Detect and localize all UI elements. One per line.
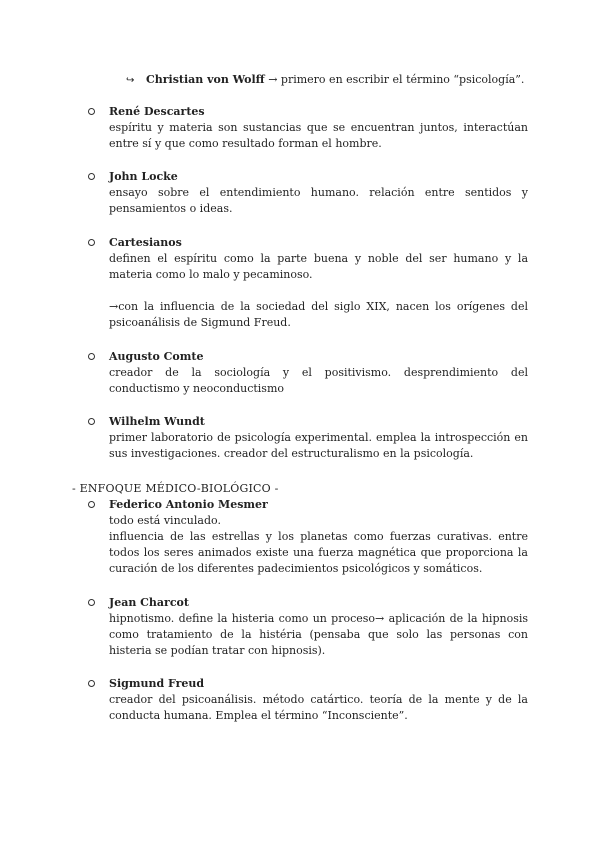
entry-name: Jean Charcot <box>109 596 189 609</box>
entry-text: hipnotismo. define la histeria como un proceso→ aplicación de la hipnosis como tratamiento de la histéria (pensaba que solo las personas con histeria se podían tratar con hipnosis). <box>109 612 528 657</box>
entry-name: René Descartes <box>109 105 205 118</box>
circle-bullet-icon <box>88 418 95 425</box>
entry-text: definen el espíritu como la parte buena y noble del ser humano y la materia como lo malo y pecaminoso. <box>109 252 528 281</box>
wolff-text: primero en escribir el término “psicología”. <box>277 73 525 86</box>
entry-text: espíritu y materia son sustancias que se encuentran juntos, interactúan entre sí y que como resultado forman el hombre. <box>109 121 528 150</box>
entry-note: →con la influencia de la sociedad del siglo XIX, nacen los orígenes del psicoanálisis de Sigmund Freud. <box>109 300 528 329</box>
entry-text: creador de la sociología y el positivismo. desprendimiento del conductismo y neoconductismo <box>109 366 528 395</box>
hook-arrow-icon: ↪ <box>126 75 135 86</box>
circle-bullet-icon <box>88 173 95 180</box>
entry-name: Sigmund Freud <box>109 677 205 690</box>
entry-text: creador del psicoanálisis. método catártico. teoría de la mente y de la conducta humana. Emplea el término “Inconsciente”. <box>109 693 528 722</box>
entry-wundt <box>88 414 528 462</box>
entry-descartes <box>88 104 528 152</box>
entry-freud <box>88 676 528 724</box>
circle-bullet-icon <box>88 599 95 606</box>
entry-mesmer <box>88 497 528 577</box>
entry-locke <box>88 169 528 217</box>
entry-cartesianos <box>88 235 528 331</box>
entry-comte <box>88 349 528 397</box>
section-title: - ENFOQUE MÉDICO-BIOLÓGICO - <box>72 482 279 495</box>
entry-text: ensayo sobre el entendimiento humano. relación entre sentidos y pensamientos o ideas. <box>109 186 528 215</box>
wolff-name: Christian von Wolff <box>146 73 265 86</box>
entry-charcot <box>88 595 528 659</box>
entry-name: Augusto Comte <box>109 350 204 363</box>
entry-text: primer laboratorio de psicología experimental. emplea la introspección en sus investigaciones. creador del estructuralismo en la psicología. <box>109 431 528 460</box>
circle-bullet-icon <box>88 680 95 687</box>
entry-name: Cartesianos <box>109 236 182 249</box>
circle-bullet-icon <box>88 108 95 115</box>
circle-bullet-icon <box>88 239 95 246</box>
right-arrow-icon: → <box>268 73 278 86</box>
entry-name: Wilhelm Wundt <box>109 415 205 428</box>
circle-bullet-icon <box>88 353 95 360</box>
entry-text-2: influencia de las estrellas y los planetas como fuerzas curativas. entre todos los seres animados existe una fuerza magnética que proporciona la curación de los diferentes padecimientos psicológicos y somáticos. <box>109 530 528 575</box>
entry-name: John Locke <box>109 170 178 183</box>
wolff-subitem <box>126 72 524 89</box>
circle-bullet-icon <box>88 501 95 508</box>
entry-text: todo está vinculado. <box>109 514 221 527</box>
entry-name: Federico Antonio Mesmer <box>109 498 268 511</box>
